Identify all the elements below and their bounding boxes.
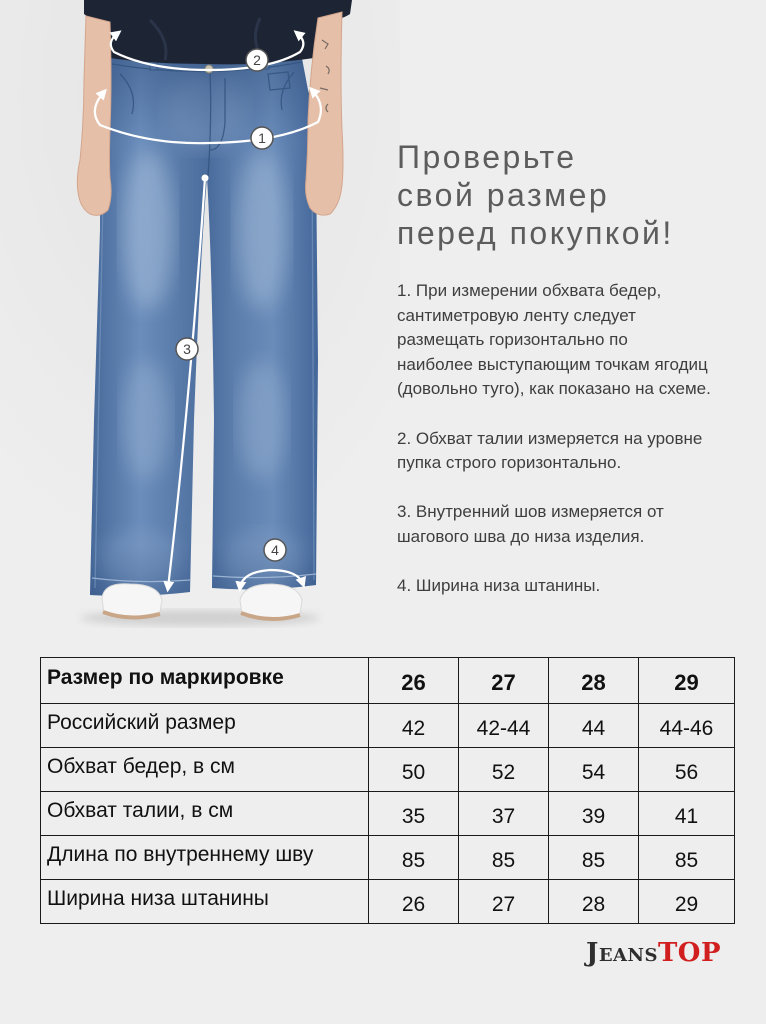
brand-accent: TOP (657, 938, 721, 968)
instruction-line: шагового шва до низа изделия. (397, 526, 645, 546)
row-value: 44-46 (639, 704, 735, 748)
row-value: 44 (549, 704, 639, 748)
marker-4 (264, 539, 286, 561)
row-value: 54 (549, 748, 639, 792)
marker-2 (246, 49, 268, 71)
row-value: 28 (549, 880, 639, 924)
row-label: Обхват талии, в см (41, 792, 369, 836)
brand-name: JEANS (586, 938, 658, 968)
instruction-inseam (397, 500, 711, 549)
table-row (41, 880, 735, 924)
row-value: 29 (639, 880, 735, 924)
instruction-line: 2. Обхват талии измеряется на уровне (397, 428, 703, 448)
t-shirt (84, 0, 352, 64)
heading-line: Проверьте (397, 139, 577, 175)
row-value: 85 (459, 836, 549, 880)
row-label: Обхват бедер, в см (41, 748, 369, 792)
heading-line: свой размер (397, 177, 610, 213)
heading-line: перед покупкой! (397, 215, 674, 251)
row-value: 26 (369, 880, 459, 924)
instruction-hem (397, 574, 711, 599)
header-label-cell: Размер по маркировке (41, 658, 369, 704)
row-label: Российский размер (41, 704, 369, 748)
marker-4-label: 4 (271, 542, 279, 558)
table-row (41, 792, 735, 836)
marker-2-label: 2 (253, 52, 261, 68)
row-value: 50 (369, 748, 459, 792)
row-value: 85 (639, 836, 735, 880)
row-label: Длина по внутреннему шву (41, 836, 369, 880)
header-size-cell: 29 (639, 658, 735, 704)
instruction-line: размещать горизонтально по (397, 330, 628, 350)
right-shoe (240, 584, 302, 619)
instruction-waist (397, 427, 711, 476)
instruction-line: сантиметровую ленту следует (397, 305, 636, 325)
marker-1-label: 1 (258, 130, 266, 146)
row-value: 42 (369, 704, 459, 748)
table-row (41, 704, 735, 748)
row-value: 56 (639, 748, 735, 792)
left-shoe (102, 584, 162, 618)
measurement-instructions (397, 279, 711, 623)
row-value: 35 (369, 792, 459, 836)
page-heading (397, 138, 674, 252)
row-value: 42-44 (459, 704, 549, 748)
marker-3 (176, 338, 198, 360)
row-value: 41 (639, 792, 735, 836)
inseam-start-dot (202, 175, 209, 182)
row-value: 39 (549, 792, 639, 836)
instruction-line: 1. При измерении обхвата бедер, (397, 281, 662, 300)
row-value: 37 (459, 792, 549, 836)
size-table (40, 657, 735, 924)
instruction-line: пупка строго горизонтально. (397, 453, 622, 473)
product-photo (0, 0, 400, 640)
marker-3-label: 3 (183, 341, 191, 357)
instruction-line: наиболее выступающим точкам ягодиц (397, 354, 708, 374)
header-size-cell: 28 (549, 658, 639, 704)
table-row (41, 836, 735, 880)
row-value: 85 (549, 836, 639, 880)
instruction-line: 4. Ширина низа штанины. (397, 576, 601, 596)
brand-logo (586, 938, 721, 968)
marker-1 (251, 127, 273, 149)
row-value: 85 (369, 836, 459, 880)
instruction-line: 3. Внутренний шов измеряется от (397, 502, 664, 522)
row-label: Ширина низа штанины (41, 880, 369, 924)
table-row (41, 748, 735, 792)
instruction-line: (довольно туго), как показано на схеме. (397, 379, 711, 399)
row-value: 27 (459, 880, 549, 924)
header-size-cell: 27 (459, 658, 549, 704)
table-header-row (41, 658, 735, 704)
row-value: 52 (459, 748, 549, 792)
instruction-hips (397, 279, 711, 402)
header-size-cell: 26 (369, 658, 459, 704)
